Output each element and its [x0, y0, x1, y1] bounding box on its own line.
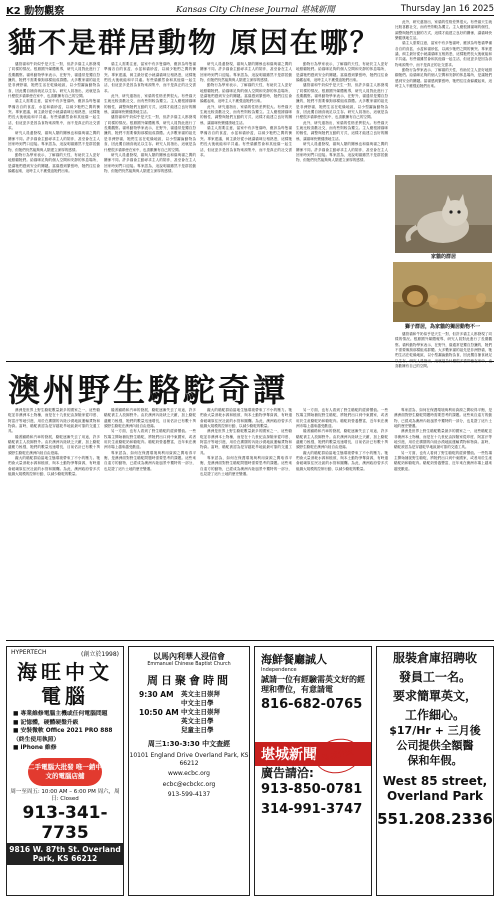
- hypertech-hours: 周一至周五: 10:00 AM – 6:00 PM 周六，周日: Closed: [10, 788, 120, 802]
- article1-column-4: [296, 62, 388, 358]
- article2-col1-text-c: 龐大的駱駝群給當地生態環境帶來了不小的壓力。牠們會大量消耗水源和植被，與本土動物爭奪資源，有時還會破壞原住民社區的水管和圍欄。為此，澳洲政府曾多次組織大規模的控制行動，以減少駱駝的數量。: [8, 456, 100, 477]
- church-web[interactable]: www.ecbc.org: [168, 770, 210, 777]
- hypertech-service-item: ■ iPhone 維修: [13, 745, 57, 751]
- restaurant-english-name: Independence: [261, 667, 297, 673]
- article1-col2-text-d: 研究人員還發現，貓與人類的關係也和貓與貓之間的關係不同。許多貓會主動尋求主人的陪伴，甚至會在主人回家時到門口迎接。專家認為，這說明貓雖然不是群居動物，但牠們仍然能夠與人類建立深厚的感情。: [104, 152, 196, 173]
- article1-col5-text-b: 貓主人需要注意，當家中有多隻貓時，應該為每隻貓準備各自的食盆、水盆和貓砂盆，以減少牠們之間的衝突。專家建議，飼主最好從小就讓貓咪互相熟悉，這樣牠們長大後就能和平共處。有些貓雖然會和其他貓一起生活，但這更多是因為食物來源集中，而不是真正的社交需求。: [395, 41, 492, 67]
- article1-col2-text: 貓主人需要注意，當家中有多隻貓時，應該為每隻貓準備各自的食盆、水盆和貓砂盆，以減少牠們之間的衝突。專家建議，飼主最好從小就讓貓咪互相熟悉，這樣牠們長大後就能和平共處。有些貓雖然會和其他貓一起生活，但這更多是因為食物來源集中，而不是真正的社交需求。: [104, 62, 196, 93]
- classified-phone-1: 913-850-0781: [261, 782, 363, 797]
- hypertech-service-list: [7, 708, 123, 755]
- section-divider: [6, 361, 494, 362]
- church-english-name: Emmanuel Chinese Baptist Church: [147, 662, 231, 667]
- article2-col4-text-c: 龐大的駱駝群給當地生態環境帶來了不小的壓力。牠們會大量消耗水源和植被，與本土動物爭奪資源，有時還會破壞原住民社區的水管和圍欄。為此，澳洲政府曾多次組織大規模的控制行動，以減少駱駝的數量。: [296, 450, 388, 471]
- article2-col4-text: 另一方面，也有人看到了野生駱駝的經濟價值。一些牧場主開始捕捉野生駱駝，將牠們出口到中東國家，或者用於生產駱駝奶和駱駝肉。駱駝奶營養豐富，近年來在澳洲市場上越來越受歡迎。: [296, 408, 388, 429]
- hypertech-service-item: ■ 安裝微軟 Office 2021 PRO 888（終生使用執照）: [13, 728, 113, 743]
- church-email[interactable]: ecbc@ecbckc.org: [162, 780, 216, 788]
- article1-col4-text-b: 儘管貓和牛奶似乎是天生一對，但許多貓主人都發現了同樣的情況。根據國外媒體報導，研究人員對此進行了長期觀察。貓科動物學家表示，在野外，貓通常是獨自狩獵的，牠們不需要像狗那樣組成群體。大多數家貓的祖先是非洲野貓，牠們生活在乾燥地區，以小型齧齒動物為食，因此獨自捕食就足以生存。研究人員指出，這就是為什麼很多貓即使在家中，也喜歡擁有自己的空間。: [296, 83, 388, 120]
- article1-col1-text-c: 研究人員還發現，貓與人類的關係也和貓與貓之間的關係不同。許多貓會主動尋求主人的陪伴，甚至會在主人回家時到門口迎接。專家認為，這說明貓雖然不是群居動物，但牠們仍然能夠與人類建立深厚的感情。: [8, 131, 100, 152]
- hiring-line-5: $17/Hr + 三月後: [389, 724, 481, 737]
- hiring-line-6: 公司提供全額醫: [396, 739, 474, 752]
- issue-date: Thursday Jan 16 2025: [400, 4, 494, 14]
- article2-col1-text: 澳洲是世界上野生駱駝數量最多的國家之一，這些駱駝並非澳洲本土物種，而是在十九世紀由探險家從印度、阿富汗等地引進，用於在廣闊的內陸沙漠地區運輸貨物和物資。當時，駱駝被認為是穿越乾旱地區最可靠的交通工具。: [8, 408, 100, 434]
- article1-col5-text-c: 動物行為學家表示，了解貓的天性，有助於主人更好地照顧牠們。給貓咪足夠的個人空間和安靜的休息場所，是讓牠們感到安全的關鍵。當貓感到緊張時，牠們往往會躲藏起來，這時主人不應強迫牠們出來。: [395, 68, 492, 89]
- classified-banner: 堪城新聞: [255, 742, 371, 766]
- article1-col3-text-b: 動物行為學家表示，了解貓的天性，有助於主人更好地照顧牠們。給貓咪足夠的個人空間和安靜的休息場所，是讓牠們感到安全的關鍵。當貓感到緊張時，牠們往往會躲藏起來，這時主人不應強迫牠們出來。: [200, 83, 292, 104]
- page-header: [6, 3, 494, 16]
- hiring-line-3: 要求簡單英文，: [392, 689, 477, 703]
- hypertech-ad: [6, 646, 124, 896]
- article2-col3-text-b: 澳洲是世界上野生駱駝數量最多的國家之一，這些駱駝並非澳洲本土物種，而是在十九世紀由探險家從印度、阿富汗等地引進，用於在廣闊的內陸沙漠地區運輸貨物和物資。當時，駱駝被認為是穿越乾旱地區最可靠的交通工具。: [200, 429, 292, 455]
- cat-photo-caption: 家貓的群居: [430, 254, 456, 260]
- church-schedule-row: 兒童主日學: [181, 726, 214, 734]
- article1-col1-text-d: 動物行為學家表示，了解貓的天性，有助於主人更好地照顧牠們。給貓咪足夠的個人空間和安靜的休息場所，是讓牠們感到安全的關鍵。當貓感到緊張時，牠們往往會躲藏起來，這時主人不應強迫牠們出來。: [8, 152, 100, 173]
- article1-col4-text-d: 研究人員還發現，貓與人類的關係也和貓與貓之間的關係不同。許多貓會主動尋求主人的陪伴，甚至會在主人回家時到門口迎接。專家認為，這說明貓雖然不是群居動物，但牠們仍然能夠與人類建立深厚的感情。: [296, 142, 388, 163]
- article2-col4-text-b: 隨著鐵路和汽車的發展，駱駝逐漸失去了用途，許多駱駝被主人放歸野外。由於澳洲內陸缺乏天敵，加上駱駝適應力極強，牠們的數量迅速增長，目前估計已有數十萬頭野生駱駝在澳洲內陸自由遊蕩。: [296, 429, 388, 450]
- ads-divider: [6, 640, 494, 641]
- restaurant-name: 海鮮餐廳誠人: [261, 653, 327, 666]
- article1-col1-text-b: 貓主人需要注意，當家中有多隻貓時，應該為每隻貓準備各自的食盆、水盆和貓砂盆，以減少牠們之間的衝突。專家建議，飼主最好從小就讓貓咪互相熟悉，這樣牠們長大後就能和平共處。有些貓雖然會和其他貓一起生活，但這更多是因為食物來源集中，而不是真正的社交需求。: [8, 99, 100, 131]
- hypertech-brand: HYPERTECH: [11, 649, 47, 656]
- lion-photo: [393, 262, 492, 322]
- article1-col3-text-c: 此外，研究還指出，家貓的性格差異很大。有些貓天生就比較喜歡社交，而有些則較為獨立。主人應根據貓咪的個性，調整與牠們互動的方式，這樣才能建立良好的關係，讓貓咪快樂健康地生活。: [200, 104, 292, 125]
- restaurant-ad: [254, 646, 372, 896]
- article1-col2-text-b: 此外，研究還指出，家貓的性格差異很大。有些貓天生就比較喜歡社交，而有些則較為獨立。主人應根據貓咪的個性，調整與牠們互動的方式，這樣才能建立良好的關係，讓貓咪快樂健康地生活。: [104, 94, 196, 115]
- hiring-line-1: 服裝倉庫招聘收: [392, 651, 477, 665]
- article1-column-5b: [395, 332, 492, 369]
- restaurant-hiring-text: 誠請一位有經驗需英文好的經理和帶位，有意請電: [261, 675, 365, 694]
- article1-col4-text-c: 此外，研究還指出，家貓的性格差異很大。有些貓天生就比較喜歡社交，而有些則較為獨立。主人應根據貓咪的個性，調整與牠們互動的方式，這樣才能建立良好的關係，讓貓咪快樂健康地生活。: [296, 120, 388, 141]
- lion-photo-caption: 獅子群居，為家貓的獨居動物不一: [404, 324, 480, 330]
- hypertech-service-item: ■ 記憶體，硬體硬盤升級: [13, 719, 79, 726]
- article2-col5-text: 專家認為，如何在保護環境與利用資源之間取得平衡，是澳洲面對野生駱駝問題時需要思考的課題。這些來自遠方的動物，已經成為澳洲內陸風景中獨特的一部分，也見證了這片土地的歷史變遷。: [394, 408, 492, 429]
- article2-col5-text-b: 澳洲是世界上野生駱駝數量最多的國家之一，這些駱駝並非澳洲本土物種，而是在十九世紀由探險家從印度、阿富汗等地引進，用於在廣闊的內陸沙漠地區運輸貨物和物資。當時，駱駝被認為是穿越乾旱地區最可靠的交通工具。: [394, 429, 492, 450]
- article1-column-5: [395, 20, 492, 172]
- classified-phone-2: 314-991-3747: [261, 802, 363, 817]
- church-phone: 913-599-4137: [167, 791, 211, 798]
- article2-col3-text-c: 專家認為，如何在保護環境與利用資源之間取得平衡，是澳洲面對野生駱駝問題時需要思考的課題。這些來自遠方的動物，已經成為澳洲內陸風景中獨特的一部分，也見證了這片土地的歷史變遷。: [200, 456, 292, 477]
- article2-col2-text-c: 專家認為，如何在保護環境與利用資源之間取得平衡，是澳洲面對野生駱駝問題時需要思考的課題。這些來自遠方的動物，已經成為澳洲內陸風景中獨特的一部分，也見證了這片土地的歷史變遷。: [104, 450, 196, 471]
- church-schedule-title: 周日聚會時間: [147, 674, 231, 687]
- church-schedule-row: 中文主日學: [181, 699, 214, 707]
- article1-col1-text: 儘管貓和牛奶似乎是天生一對，但許多貓主人都發現了同樣的情況。根據國外媒體報導，研究人員對此進行了長期觀察。貓科動物學家表示，在野外，貓通常是獨自狩獵的，牠們不需要像狗那樣組成群體。大多數家貓的祖先是非洲野貓，牠們生活在乾燥地區，以小型齧齒動物為食，因此獨自捕食就足以生存。研究人員指出，這就是為什麼很多貓即使在家中，也喜歡擁有自己的空間。: [8, 62, 100, 99]
- church-wednesday: 周三1:30-3:30 中文查經: [147, 740, 231, 748]
- article1-col5b-text: 儘管貓和牛奶似乎是天生一對，但許多貓主人都發現了同樣的情況。根據國外媒體報導，研究人員對此進行了長期觀察。貓科動物學家表示，在野外，貓通常是獨自狩獵的，牠們不需要像狗那樣組成群體。大多數家貓的祖先是非洲野貓，牠們生活在乾燥地區，以小型齧齒動物為食，因此獨自捕食就足 喜歡擁有自己的空間。: [395, 332, 492, 369]
- classified-ad-line: 廣告請洽:: [261, 766, 314, 780]
- church-schedule-row: 9:30 AM 英文主日崇拜: [139, 690, 220, 699]
- warehouse-hiring-ad: [376, 646, 494, 896]
- church-address: 10101 England Drive Overland Park, KS 66212: [129, 752, 249, 767]
- article2-column-1: [8, 408, 100, 636]
- newspaper-name: Kansas City Chinese Journal 堪城新聞: [176, 5, 335, 15]
- hypertech-since: (創立於1998): [81, 651, 119, 658]
- hypertech-bubble: 二手電腦大批發 唯一銷中文的電腦店舖: [28, 758, 102, 786]
- article1-headline: 貓不是群居動物 原因在哪？: [8, 26, 380, 59]
- article2-col2-text-b: 另一方面，也有人看到了野生駱駝的經濟價值。一些牧場主開始捕捉野生駱駝，將牠們出口到中東國家，或者用於生產駱駝奶和駱駝肉。駱駝奶營養豐富，近年來在澳洲市場上越來越受歡迎。: [104, 429, 196, 450]
- article1-column-2: [104, 62, 196, 358]
- section-label: K2 動物觀察: [6, 5, 65, 17]
- article1-col5-text: 此外，研究還指出，家貓的性格差異很大。有些貓天生就比較喜歡社交，而有些則較為獨立。主人應根據貓咪的個性，調整與牠們互動的方式，這樣才能建立良好的關係，讓貓咪快樂健康地生活。: [395, 20, 492, 41]
- hypertech-name: 海旺中文電腦: [17, 660, 113, 708]
- article1-column-1: [8, 62, 100, 358]
- article1-col3-text-d: 貓主人需要注意，當家中有多隻貓時，應該為每隻貓準備各自的食盆、水盆和貓砂盆，以減少牠們之間的衝突。專家建議，飼主最好從小就讓貓咪互相熟悉，這樣牠們長大後就能和平共處。有些貓雖然會和其他貓一起生活，但這更多是因為食物來源集中，而不是真正的社交需求。: [200, 126, 292, 157]
- hiring-line-2: 發員工一名。: [398, 670, 471, 684]
- hiring-address: West 85 street, Overland Park: [382, 774, 488, 803]
- church-schedule-row: 英文主日學: [181, 717, 214, 725]
- article2-col2-text: 隨著鐵路和汽車的發展，駱駝逐漸失去了用途，許多駱駝被主人放歸野外。由於澳洲內陸缺乏天敵，加上駱駝適應力極強，牠們的數量迅速增長，目前估計已有數十萬頭野生駱駝在澳洲內陸自由遊蕩。: [104, 408, 196, 429]
- church-name: 以馬內利華人浸信會: [153, 652, 225, 661]
- article2-col1-text-b: 隨著鐵路和汽車的發展，駱駝逐漸失去了用途，許多駱駝被主人放歸野外。由於澳洲內陸缺乏天敵，加上駱駝適應力極強，牠們的數量迅速增長，目前估計已有數十萬頭野生駱駝在澳洲內陸自由遊蕩。: [8, 434, 100, 455]
- article2-column-4: [296, 408, 388, 636]
- classified-stamp: 堪城分類: [312, 735, 364, 778]
- hypertech-service-item: ■ 專業維修電腦主機或任何電腦問題: [13, 711, 108, 717]
- hypertech-address: 9816 W. 87th St. Overland Park, KS 66212: [7, 843, 123, 865]
- article2-column-5: [394, 408, 492, 636]
- hypertech-top-row: [7, 647, 123, 660]
- church-schedule-row: 10:50 AM 中文主日崇拜: [139, 708, 220, 717]
- article2-col5-text-c: 另一方面，也有人看到了野生駱駝的經濟價值。一些牧場主開始捕捉野生駱駝，將牠們出口到中東國家，或者用於生產駱駝奶和駱駝肉。駱駝奶營養豐富，近年來在澳洲市場上越來越受歡迎。: [394, 450, 492, 471]
- article2-col3-text: 龐大的駱駝群給當地生態環境帶來了不小的壓力。牠們會大量消耗水源和植被，與本土動物爭奪資源，有時還會破壞原住民社區的水管和圍欄。為此，澳洲政府曾多次組織大規模的控制行動，以減少駱駝的數量。: [200, 408, 292, 429]
- article2-headline: 澳州野生駱駝奇譚: [8, 371, 289, 409]
- hypertech-phone: 913-341-7735: [22, 802, 108, 843]
- hiring-line-7: 保和年假。: [407, 754, 463, 767]
- church-ad: [128, 646, 250, 896]
- hiring-phone: 551.208.2336: [377, 810, 493, 828]
- article1-column-3: [200, 62, 292, 358]
- hiring-line-4: 工作細心。: [404, 708, 465, 722]
- article1-col3-text: 研究人員還發現，貓與人類的關係也和貓與貓之間的關係不同。許多貓會主動尋求主人的陪伴，甚至會在主人回家時到門口迎接。專家認為，這說明貓雖然不是群居動物，但牠們仍然能夠與人類建立深厚的感情。: [200, 62, 292, 83]
- article2-column-2: [104, 408, 196, 636]
- article2-column-3: [200, 408, 292, 636]
- restaurant-phone: 816-682-0765: [261, 697, 363, 712]
- article1-col4-text: 動物行為學家表示，了解貓的天性，有助於主人更好地照顧牠們。給貓咪足夠的個人空間和安靜的休息場所，是讓牠們感到安全的關鍵。當貓感到緊張時，牠們往往會躲藏起來，這時主人不應強迫牠們出來。: [296, 62, 388, 83]
- cat-photo: [395, 175, 492, 253]
- article1-col2-text-c: 儘管貓和牛奶似乎是天生一對，但許多貓主人都發現了同樣的情況。根據國外媒體報導，研究人員對此進行了長期觀察。貓科動物學家表示，在野外，貓通常是獨自狩獵的，牠們不需要像狗那樣組成群體。大多數家貓的祖先是非洲野貓，牠們生活在乾燥地區，以小型齧齒動物為食，因此獨自捕食就足以生存。研究人員指出，這就是為什麼很多貓即使在家中，也喜歡擁有自己的空間。: [104, 115, 196, 152]
